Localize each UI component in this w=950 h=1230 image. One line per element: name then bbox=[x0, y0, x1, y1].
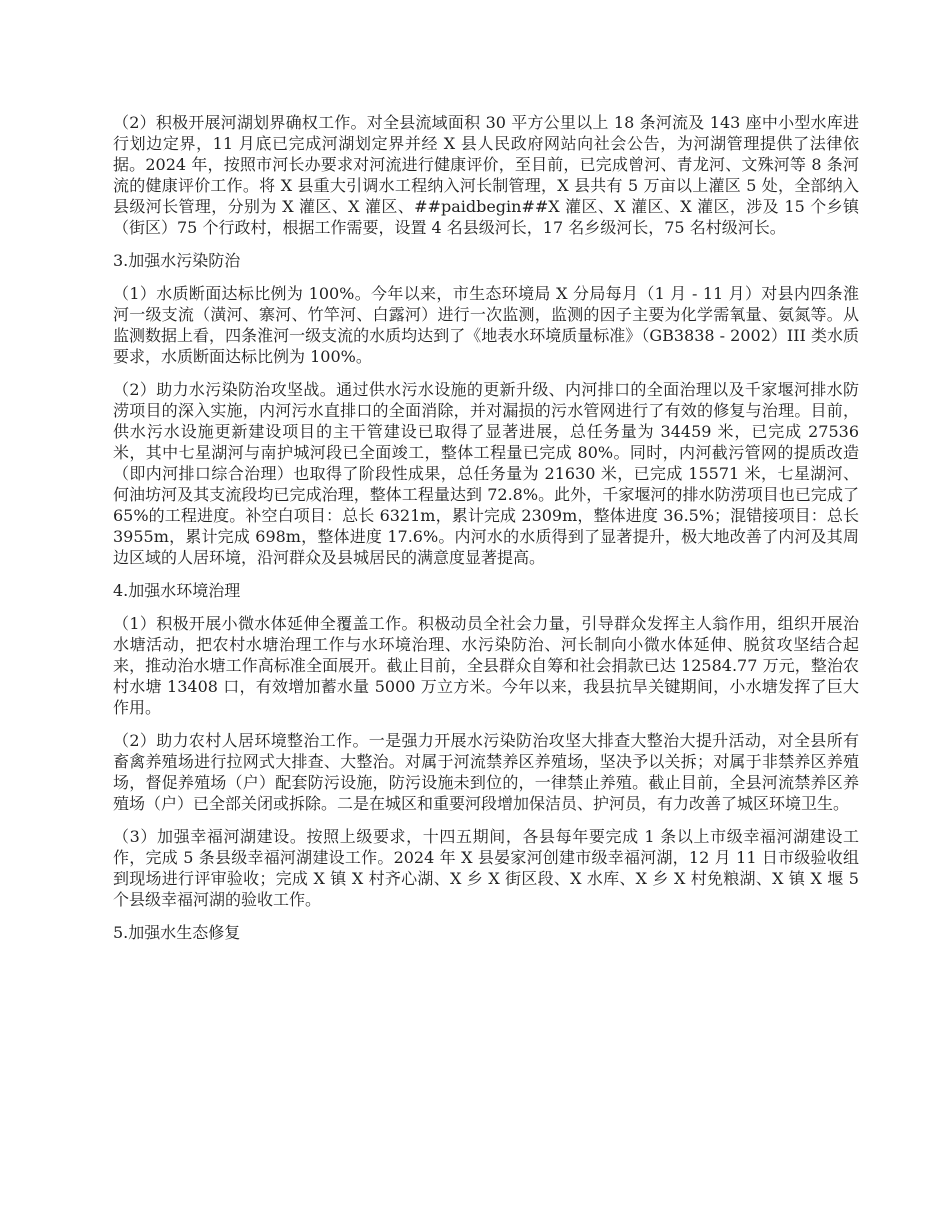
paragraph-pollution-battle: （2）助力水污染防治攻坚战。通过供水污水设施的更新升级、内河排口的全面治理以及千家堰河排水防涝项目的深入实施，内河污水直排口的全面消除，并对漏损的污水管网进行了有效的修复与治理。目前，供水污水设施更新建设项目的主干管建设已取得了显著进展，总任务量为 34459 米，已完成 27536 米，其中七星湖河与南护城河段已全面竣工，整体工程量已完成 80%。同时，内河截污管网的提质改造（即内河排口综合治理）也取得了阶段性成果，总任务量为 21630 米，已完成 15571 米，七星湖河、何油坊河及其支流段均已完成治理，整体工程量达到 72.8%。此外，千家堰河的排水防涝项目也已完成了 65%的工程进度。补空白项目：总长 6321m，累计完成 2309m，整体进度 36.5%；混错接项目：总长 3955m，累计完成 698m，整体进度 17.6%。内河水的水质得到了显著提升，极大地改善了内河及其周边区域的人居环境，沿河群众及县城居民的满意度显著提高。 bbox=[113, 380, 859, 567]
document-page bbox=[113, 112, 859, 955]
paragraph-water-quality: （1）水质断面达标比例为 100%。今年以来，市生态环境局 X 分局每月（1 月 - 11 月）对县内四条淮河一级支流（潢河、寨河、竹竿河、白露河）进行一次监测，监测的因子主要为化学需氧量、氨氮等。从监测数据上看，四条淮河一级支流的水质均达到了《地表水环境质量标准》（GB3838 - 2002）III 类水质要求，水质断面达标比例为 100%。 bbox=[113, 284, 859, 366]
section-heading-water-ecology: 5.加强水生态修复 bbox=[113, 923, 241, 942]
paragraph-rural-environment: （2）助力农村人居环境整治工作。一是强力开展水污染防治攻坚大排查大整治大提升活动，对全县所有畜禽养殖场进行拉网式大排查、大整治。对属于河流禁养区养殖场，坚决予以关拆；对属于非禁养区养殖场，督促养殖场（户）配套防污设施，防污设施未到位的，一律禁止养殖。截止目前，全县河流禁养区养殖场（户）已全部关闭或拆除。二是在城区和重要河段增加保洁员、护河员，有力改善了城区环境卫生。 bbox=[113, 731, 859, 813]
paragraph-river-lake-demarcation: （2）积极开展河湖划界确权工作。对全县流域面积 30 平方公里以上 18 条河流及 143 座中小型水库进行划边定界，11 月底已完成河湖划定界并经 X 县人民政府网站向社会公告，为河湖管理提供了法律依据。2024 年，按照市河长办要求对河流进行健康评价，至目前，已完成曾河、青龙河、文殊河等 8 条河流的健康评价工作。将 X 县重大引调水工程纳入河长制管理，X 县共有 5 万亩以上灌区 5 处，全部纳入县级河长管理，分别为 X 灌区、X 灌区、##paidbegin##X 灌区、X 灌区、X 灌区，涉及 15 个乡镇（街区）75 个行政村，根据工作需要，设置 4 名县级河长，17 名乡级河长，75 名村级河长。 bbox=[113, 113, 859, 237]
paragraph-happy-rivers: （3）加强幸福河湖建设。按照上级要求，十四五期间，各县每年要完成 1 条以上市级幸福河湖建设工作，完成 5 条县级幸福河湖建设工作。2024 年 X 县晏家河创建市级幸福河湖，12 月 11 日市级验收组到现场进行评审验收；完成 X 镇 X 村齐心湖、X 乡 X 街区段、X 水库、X 乡 X 村免粮湖、X 镇 X 堰 5 个县级幸福河湖的验收工作。 bbox=[113, 827, 859, 909]
section-heading-water-environment: 4.加强水环境治理 bbox=[113, 581, 241, 600]
section-heading-water-pollution: 3.加强水污染防治 bbox=[113, 251, 241, 270]
paragraph-small-water-bodies: （1）积极开展小微水体延伸全覆盖工作。积极动员全社会力量，引导群众发挥主人翁作用，组织开展治水塘活动，把农村水塘治理工作与水环境治理、水污染防治、河长制向小微水体延伸、脱贫攻坚结合起来，推动治水塘工作高标准全面展开。截止目前，全县群众自筹和社会捐款已达 12584.77 万元，整治农村水塘 13408 口，有效增加蓄水量 5000 万立方米。今年以来，我县抗旱关键期间，小水塘发挥了巨大作用。 bbox=[113, 614, 859, 717]
